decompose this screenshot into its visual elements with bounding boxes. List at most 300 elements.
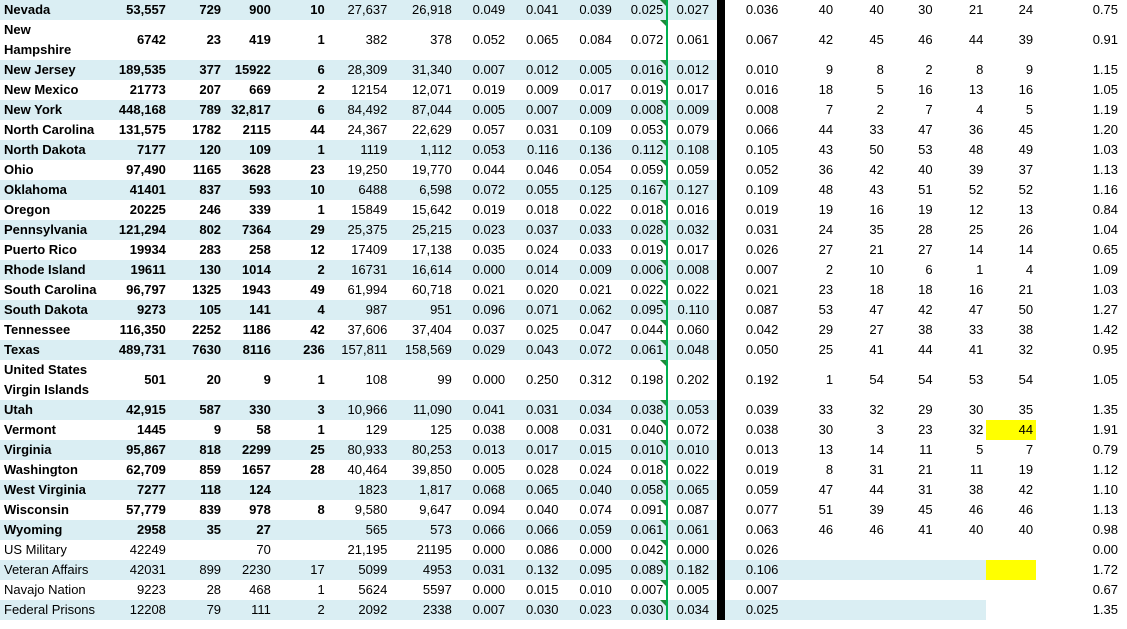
data-cell[interactable] xyxy=(562,300,615,320)
row-label-cell[interactable]: Pennsylvania xyxy=(0,220,103,240)
data-cell[interactable] xyxy=(986,100,1036,120)
data-cell[interactable] xyxy=(328,480,391,500)
empty-cell[interactable] xyxy=(1121,560,1127,580)
data-cell[interactable] xyxy=(667,160,721,180)
data-cell[interactable] xyxy=(887,140,936,160)
data-cell[interactable] xyxy=(274,400,328,420)
data-cell[interactable] xyxy=(667,20,721,60)
data-cell[interactable] xyxy=(986,160,1036,180)
data-cell[interactable] xyxy=(786,300,836,320)
data-cell[interactable] xyxy=(1036,360,1121,400)
data-cell[interactable] xyxy=(169,540,224,560)
data-cell[interactable] xyxy=(936,540,987,560)
data-cell[interactable] xyxy=(936,600,987,620)
data-cell[interactable] xyxy=(274,320,328,340)
data-cell[interactable] xyxy=(836,560,887,580)
data-cell[interactable] xyxy=(721,480,786,500)
data-cell[interactable] xyxy=(986,400,1036,420)
data-cell[interactable] xyxy=(986,240,1036,260)
empty-cell[interactable] xyxy=(1121,280,1127,300)
data-cell[interactable] xyxy=(836,440,887,460)
data-cell[interactable] xyxy=(836,300,887,320)
data-cell[interactable] xyxy=(169,580,224,600)
data-cell[interactable] xyxy=(508,100,561,120)
data-cell[interactable] xyxy=(986,460,1036,480)
data-cell[interactable] xyxy=(224,60,274,80)
data-cell[interactable] xyxy=(936,200,987,220)
data-cell[interactable] xyxy=(721,200,786,220)
data-cell[interactable] xyxy=(328,120,391,140)
data-cell[interactable] xyxy=(986,80,1036,100)
data-cell[interactable] xyxy=(1036,0,1121,20)
data-cell[interactable] xyxy=(390,80,455,100)
data-cell[interactable] xyxy=(169,300,224,320)
data-cell[interactable] xyxy=(936,180,987,200)
data-cell[interactable] xyxy=(455,80,508,100)
data-cell[interactable] xyxy=(615,520,667,540)
data-cell[interactable] xyxy=(721,20,786,60)
data-cell[interactable] xyxy=(936,20,987,60)
data-cell[interactable] xyxy=(936,560,987,580)
data-cell[interactable] xyxy=(103,520,168,540)
data-cell[interactable] xyxy=(887,20,936,60)
data-cell[interactable] xyxy=(508,260,561,280)
data-cell[interactable] xyxy=(887,260,936,280)
data-cell[interactable] xyxy=(615,100,667,120)
data-cell[interactable] xyxy=(562,500,615,520)
data-cell[interactable] xyxy=(887,80,936,100)
data-cell[interactable] xyxy=(390,0,455,20)
empty-cell[interactable] xyxy=(1121,0,1127,20)
data-cell[interactable] xyxy=(786,540,836,560)
data-cell[interactable] xyxy=(455,320,508,340)
data-cell[interactable] xyxy=(615,480,667,500)
row-label-cell[interactable]: Utah xyxy=(0,400,103,420)
data-cell[interactable] xyxy=(721,60,786,80)
data-cell[interactable] xyxy=(562,280,615,300)
data-cell[interactable] xyxy=(103,320,168,340)
data-cell[interactable] xyxy=(274,420,328,440)
data-cell[interactable] xyxy=(328,360,391,400)
data-cell[interactable] xyxy=(836,60,887,80)
data-cell[interactable] xyxy=(887,240,936,260)
empty-cell[interactable] xyxy=(1121,180,1127,200)
data-cell[interactable] xyxy=(786,20,836,60)
data-cell[interactable] xyxy=(887,120,936,140)
data-cell[interactable] xyxy=(986,20,1036,60)
data-cell[interactable] xyxy=(274,560,328,580)
data-cell[interactable] xyxy=(667,440,721,460)
row-label-cell[interactable]: US Military xyxy=(4,542,67,557)
data-cell[interactable] xyxy=(103,220,168,240)
data-cell[interactable] xyxy=(508,220,561,240)
data-cell[interactable] xyxy=(224,420,274,440)
data-cell[interactable] xyxy=(328,580,391,600)
data-cell[interactable] xyxy=(986,260,1036,280)
data-cell[interactable] xyxy=(887,500,936,520)
data-cell[interactable] xyxy=(508,300,561,320)
data-cell[interactable] xyxy=(455,200,508,220)
data-cell[interactable] xyxy=(390,560,455,580)
empty-cell[interactable] xyxy=(1121,520,1127,540)
data-cell[interactable] xyxy=(169,20,224,60)
data-cell[interactable] xyxy=(328,260,391,280)
data-cell[interactable] xyxy=(836,220,887,240)
data-cell[interactable] xyxy=(224,80,274,100)
data-cell[interactable] xyxy=(836,200,887,220)
data-cell[interactable] xyxy=(721,460,786,480)
data-cell[interactable] xyxy=(274,200,328,220)
data-cell[interactable] xyxy=(328,240,391,260)
data-cell[interactable] xyxy=(986,320,1036,340)
data-cell[interactable] xyxy=(786,140,836,160)
data-cell[interactable] xyxy=(836,140,887,160)
data-cell[interactable] xyxy=(667,0,721,20)
empty-cell[interactable] xyxy=(1121,360,1127,400)
data-cell[interactable] xyxy=(936,220,987,240)
data-cell[interactable] xyxy=(390,400,455,420)
data-cell[interactable] xyxy=(103,0,168,20)
data-cell[interactable] xyxy=(224,220,274,240)
data-cell[interactable] xyxy=(786,280,836,300)
data-cell[interactable] xyxy=(1036,200,1121,220)
data-cell[interactable] xyxy=(986,560,1036,580)
data-cell[interactable] xyxy=(836,160,887,180)
data-cell[interactable] xyxy=(786,240,836,260)
data-cell[interactable] xyxy=(1036,220,1121,240)
data-cell[interactable] xyxy=(224,180,274,200)
data-cell[interactable] xyxy=(274,580,328,600)
data-cell[interactable] xyxy=(508,400,561,420)
data-cell[interactable] xyxy=(786,340,836,360)
data-cell[interactable] xyxy=(721,560,786,580)
data-cell[interactable] xyxy=(455,540,508,560)
data-cell[interactable] xyxy=(887,0,936,20)
data-cell[interactable] xyxy=(615,440,667,460)
data-cell[interactable] xyxy=(224,560,274,580)
data-cell[interactable] xyxy=(224,160,274,180)
data-cell[interactable] xyxy=(887,580,936,600)
data-cell[interactable] xyxy=(224,320,274,340)
data-cell[interactable] xyxy=(836,540,887,560)
data-cell[interactable] xyxy=(1036,560,1121,580)
data-cell[interactable] xyxy=(274,160,328,180)
data-cell[interactable] xyxy=(562,140,615,160)
data-cell[interactable] xyxy=(455,60,508,80)
row-label-cell[interactable]: Oklahoma xyxy=(0,180,103,200)
data-cell[interactable] xyxy=(562,580,615,600)
data-cell[interactable] xyxy=(936,0,987,20)
data-cell[interactable] xyxy=(328,100,391,120)
data-cell[interactable] xyxy=(562,360,615,400)
data-cell[interactable] xyxy=(667,320,721,340)
data-cell[interactable] xyxy=(667,500,721,520)
data-cell[interactable] xyxy=(786,400,836,420)
data-cell[interactable] xyxy=(390,240,455,260)
data-cell[interactable] xyxy=(224,120,274,140)
data-cell[interactable] xyxy=(615,80,667,100)
data-cell[interactable] xyxy=(786,260,836,280)
data-cell[interactable] xyxy=(667,480,721,500)
data-cell[interactable] xyxy=(721,580,786,600)
data-cell[interactable] xyxy=(836,20,887,60)
data-cell[interactable] xyxy=(169,200,224,220)
data-cell[interactable] xyxy=(667,140,721,160)
data-cell[interactable] xyxy=(103,560,168,580)
data-cell[interactable] xyxy=(562,480,615,500)
data-cell[interactable] xyxy=(169,420,224,440)
data-cell[interactable] xyxy=(936,420,987,440)
data-cell[interactable] xyxy=(887,560,936,580)
data-cell[interactable] xyxy=(169,320,224,340)
data-cell[interactable] xyxy=(103,260,168,280)
empty-cell[interactable] xyxy=(1121,140,1127,160)
data-cell[interactable] xyxy=(615,20,667,60)
data-cell[interactable] xyxy=(455,520,508,540)
row-label-cell[interactable]: Vermont xyxy=(4,422,57,437)
data-cell[interactable] xyxy=(721,160,786,180)
data-cell[interactable] xyxy=(169,260,224,280)
row-label-cell[interactable]: Veteran Affairs xyxy=(0,560,103,580)
data-cell[interactable] xyxy=(224,580,274,600)
data-cell[interactable] xyxy=(169,600,224,620)
data-cell[interactable] xyxy=(1036,420,1121,440)
data-cell[interactable] xyxy=(169,560,224,580)
data-cell[interactable] xyxy=(103,240,168,260)
data-cell[interactable] xyxy=(615,600,667,620)
data-cell[interactable] xyxy=(455,360,508,400)
row-label-cell[interactable]: Navajo Nation xyxy=(4,582,86,597)
data-cell[interactable] xyxy=(328,60,391,80)
empty-cell[interactable] xyxy=(1121,580,1127,600)
data-cell[interactable] xyxy=(390,360,455,400)
data-cell[interactable] xyxy=(562,80,615,100)
data-cell[interactable] xyxy=(562,260,615,280)
row-label-cell[interactable]: Virginia xyxy=(0,440,103,460)
data-cell[interactable] xyxy=(390,320,455,340)
data-cell[interactable] xyxy=(615,180,667,200)
data-cell[interactable] xyxy=(224,100,274,120)
data-cell[interactable] xyxy=(667,60,721,80)
data-cell[interactable] xyxy=(721,80,786,100)
row-label-cell[interactable]: North Carolina xyxy=(4,122,95,137)
data-cell[interactable] xyxy=(274,340,328,360)
data-cell[interactable] xyxy=(169,80,224,100)
data-cell[interactable] xyxy=(936,460,987,480)
data-cell[interactable] xyxy=(721,240,786,260)
data-cell[interactable] xyxy=(224,300,274,320)
data-cell[interactable] xyxy=(986,220,1036,240)
row-label-cell[interactable]: New Mexico xyxy=(4,82,79,97)
data-cell[interactable] xyxy=(274,0,328,20)
data-cell[interactable] xyxy=(986,540,1036,560)
data-cell[interactable] xyxy=(786,60,836,80)
data-cell[interactable] xyxy=(508,180,561,200)
data-cell[interactable] xyxy=(224,20,274,60)
empty-cell[interactable] xyxy=(1121,320,1127,340)
empty-cell[interactable] xyxy=(1121,460,1127,480)
data-cell[interactable] xyxy=(1036,500,1121,520)
data-cell[interactable] xyxy=(508,320,561,340)
data-cell[interactable] xyxy=(390,20,455,60)
row-label-cell[interactable]: Ohio xyxy=(4,162,34,177)
data-cell[interactable] xyxy=(390,120,455,140)
data-cell[interactable] xyxy=(508,560,561,580)
data-cell[interactable] xyxy=(615,120,667,140)
data-cell[interactable] xyxy=(224,500,274,520)
data-cell[interactable] xyxy=(721,300,786,320)
data-cell[interactable] xyxy=(936,280,987,300)
data-cell[interactable] xyxy=(274,600,328,620)
data-cell[interactable] xyxy=(169,60,224,80)
data-cell[interactable] xyxy=(1036,280,1121,300)
empty-cell[interactable] xyxy=(1121,20,1127,60)
data-cell[interactable] xyxy=(936,120,987,140)
data-cell[interactable] xyxy=(103,60,168,80)
empty-cell[interactable] xyxy=(1121,600,1127,620)
empty-cell[interactable] xyxy=(1121,220,1127,240)
data-cell[interactable] xyxy=(103,600,168,620)
data-cell[interactable] xyxy=(836,400,887,420)
data-cell[interactable] xyxy=(390,180,455,200)
data-cell[interactable] xyxy=(390,200,455,220)
data-cell[interactable] xyxy=(274,20,328,60)
data-cell[interactable] xyxy=(508,140,561,160)
empty-cell[interactable] xyxy=(1121,200,1127,220)
data-cell[interactable] xyxy=(103,300,168,320)
data-cell[interactable] xyxy=(103,540,168,560)
data-cell[interactable] xyxy=(721,400,786,420)
data-cell[interactable] xyxy=(562,120,615,140)
data-cell[interactable] xyxy=(721,540,786,560)
data-cell[interactable] xyxy=(328,180,391,200)
data-cell[interactable] xyxy=(328,400,391,420)
data-cell[interactable] xyxy=(887,460,936,480)
data-cell[interactable] xyxy=(224,260,274,280)
data-cell[interactable] xyxy=(786,460,836,480)
data-cell[interactable] xyxy=(667,220,721,240)
data-cell[interactable] xyxy=(1036,460,1121,480)
data-cell[interactable] xyxy=(786,480,836,500)
data-cell[interactable] xyxy=(390,600,455,620)
data-cell[interactable] xyxy=(455,140,508,160)
row-label-cell[interactable]: Federal Prisons xyxy=(0,600,103,620)
data-cell[interactable] xyxy=(169,240,224,260)
data-cell[interactable] xyxy=(274,240,328,260)
data-cell[interactable] xyxy=(986,340,1036,360)
data-cell[interactable] xyxy=(224,340,274,360)
data-cell[interactable] xyxy=(328,500,391,520)
data-cell[interactable] xyxy=(887,540,936,560)
data-cell[interactable] xyxy=(508,280,561,300)
data-cell[interactable] xyxy=(328,300,391,320)
data-cell[interactable] xyxy=(667,260,721,280)
data-cell[interactable] xyxy=(169,500,224,520)
data-cell[interactable] xyxy=(169,520,224,540)
data-cell[interactable] xyxy=(986,520,1036,540)
row-label-cell[interactable]: Rhode Island xyxy=(0,260,103,280)
data-cell[interactable] xyxy=(390,60,455,80)
data-cell[interactable] xyxy=(721,0,786,20)
row-label-cell[interactable]: United States Virgin Islands xyxy=(4,362,90,397)
data-cell[interactable] xyxy=(936,160,987,180)
data-cell[interactable] xyxy=(667,240,721,260)
data-cell[interactable] xyxy=(508,160,561,180)
data-cell[interactable] xyxy=(986,140,1036,160)
data-cell[interactable] xyxy=(986,500,1036,520)
data-cell[interactable] xyxy=(224,400,274,420)
data-cell[interactable] xyxy=(455,480,508,500)
data-cell[interactable] xyxy=(562,560,615,580)
data-cell[interactable] xyxy=(615,60,667,80)
row-label-cell[interactable]: North Dakota xyxy=(0,140,103,160)
data-cell[interactable] xyxy=(390,300,455,320)
data-cell[interactable] xyxy=(508,460,561,480)
data-cell[interactable] xyxy=(836,240,887,260)
data-cell[interactable] xyxy=(328,280,391,300)
data-cell[interactable] xyxy=(721,100,786,120)
data-cell[interactable] xyxy=(103,480,168,500)
data-cell[interactable] xyxy=(455,600,508,620)
row-label-cell[interactable]: Puerto Rico xyxy=(4,242,77,257)
data-cell[interactable] xyxy=(508,240,561,260)
data-cell[interactable] xyxy=(274,260,328,280)
data-cell[interactable] xyxy=(224,280,274,300)
data-cell[interactable] xyxy=(887,280,936,300)
data-cell[interactable] xyxy=(936,360,987,400)
data-cell[interactable] xyxy=(224,240,274,260)
empty-cell[interactable] xyxy=(1121,80,1127,100)
data-cell[interactable] xyxy=(786,180,836,200)
data-cell[interactable] xyxy=(390,280,455,300)
data-cell[interactable] xyxy=(562,180,615,200)
data-cell[interactable] xyxy=(786,80,836,100)
data-cell[interactable] xyxy=(1036,100,1121,120)
data-cell[interactable] xyxy=(887,480,936,500)
data-cell[interactable] xyxy=(887,340,936,360)
data-cell[interactable] xyxy=(615,200,667,220)
data-cell[interactable] xyxy=(328,600,391,620)
data-cell[interactable] xyxy=(721,320,786,340)
data-cell[interactable] xyxy=(721,220,786,240)
data-cell[interactable] xyxy=(169,220,224,240)
row-label-cell[interactable]: New Jersey xyxy=(0,60,103,80)
data-cell[interactable] xyxy=(103,580,168,600)
data-cell[interactable] xyxy=(274,300,328,320)
empty-cell[interactable] xyxy=(1121,440,1127,460)
data-cell[interactable] xyxy=(887,60,936,80)
data-cell[interactable] xyxy=(274,440,328,460)
data-cell[interactable] xyxy=(887,100,936,120)
data-cell[interactable] xyxy=(615,140,667,160)
data-cell[interactable] xyxy=(169,160,224,180)
data-cell[interactable] xyxy=(786,160,836,180)
data-cell[interactable] xyxy=(786,200,836,220)
data-cell[interactable] xyxy=(836,600,887,620)
data-cell[interactable] xyxy=(455,20,508,60)
data-cell[interactable] xyxy=(936,140,987,160)
data-cell[interactable] xyxy=(836,100,887,120)
data-cell[interactable] xyxy=(390,160,455,180)
data-cell[interactable] xyxy=(328,200,391,220)
data-cell[interactable] xyxy=(615,340,667,360)
data-cell[interactable] xyxy=(721,600,786,620)
data-cell[interactable] xyxy=(721,260,786,280)
data-cell[interactable] xyxy=(103,400,168,420)
data-cell[interactable] xyxy=(562,160,615,180)
data-cell[interactable] xyxy=(103,120,168,140)
data-cell[interactable] xyxy=(936,80,987,100)
